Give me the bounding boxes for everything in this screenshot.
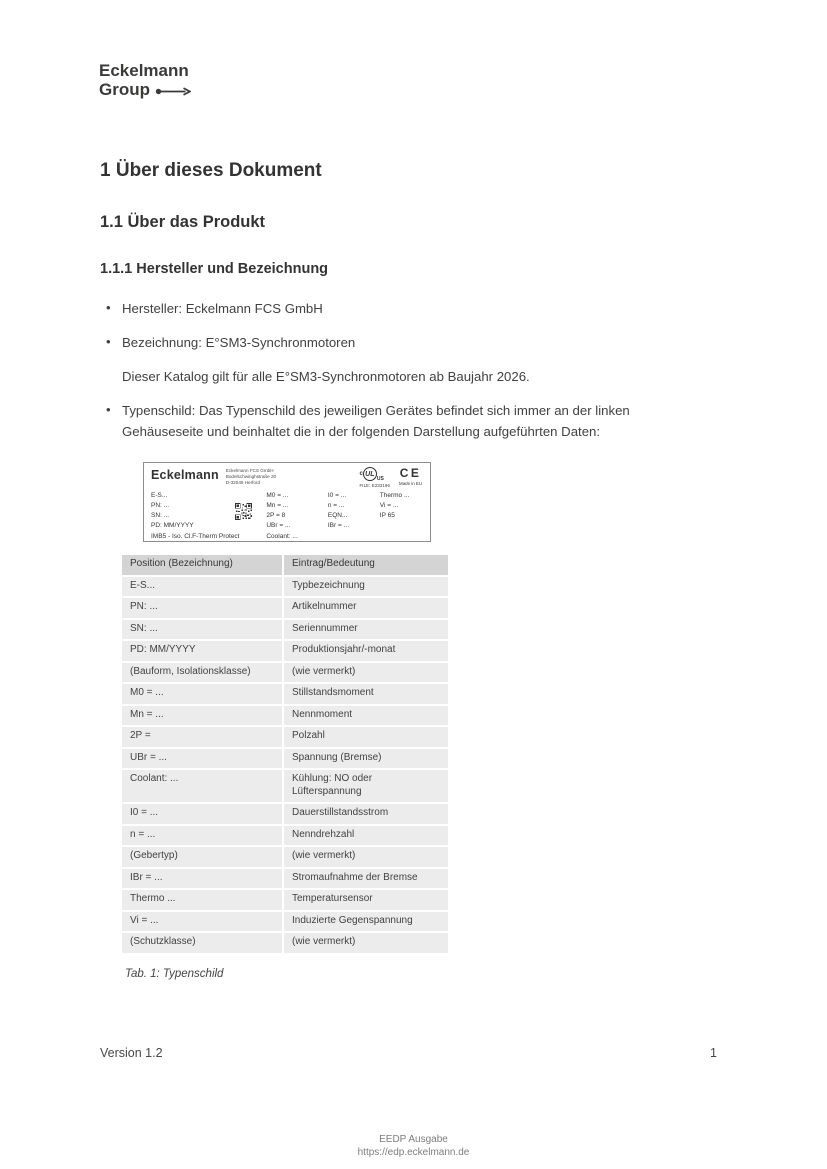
position-cell: PN: ... — [122, 598, 282, 618]
nameplate-data — [151, 491, 424, 541]
logo-text-group: Group — [99, 79, 150, 99]
position-cell: Coolant: ... — [122, 770, 282, 802]
bottom-note — [0, 1134, 827, 1159]
meaning-cell: Seriennummer — [284, 620, 448, 640]
bullet-item-hersteller — [100, 299, 700, 319]
nameplate-column-current — [328, 491, 380, 541]
table-caption: Tab. 1: Typenschild — [125, 967, 224, 980]
logo-text-eckelmann: Eckelmann — [99, 61, 189, 80]
nameplate-column-torque — [266, 491, 328, 541]
nameplate-field: E-S... — [151, 492, 168, 500]
eedp-url-link[interactable]: https://edp.eckelmann.de — [357, 1146, 470, 1158]
bullet-item-bezeichnung — [100, 333, 700, 387]
table-row — [122, 847, 448, 867]
bullet-text: Bezeichnung: E°SM3-Synchronmotoren — [122, 335, 356, 351]
table-row — [122, 663, 448, 683]
nameplate-field: Coolant: ... — [266, 532, 298, 540]
ce-mark-icon — [399, 467, 422, 486]
table-row — [122, 804, 448, 824]
bullet-text: Typenschild: Das Typenschild des jeweiligen Gerätes befindet sich immer an der linken Gehäuseseite und beinhaltet die in der folgenden Darstellung aufgeführten Daten: — [122, 403, 630, 439]
position-cell: Vi = ... — [122, 912, 282, 932]
position-cell: Mn = ... — [122, 706, 282, 726]
table-body — [122, 577, 448, 953]
bullet-item-typenschild — [100, 401, 700, 442]
nameplate-field: Vi = ... — [379, 502, 399, 510]
table-row — [122, 706, 448, 726]
nameplate-address-line: Eckelmann FCS GmbH — [225, 468, 274, 474]
position-cell: UBr = ... — [122, 749, 282, 769]
ce-label: CE — [399, 466, 422, 481]
meaning-cell: Induzierte Gegenspannung — [284, 912, 448, 932]
position-cell: (Gebertyp) — [122, 847, 282, 867]
meaning-cell: Stillstandsmoment — [284, 684, 448, 704]
nameplate-field: PN: ... — [151, 502, 170, 510]
position-cell: M0 = ... — [122, 684, 282, 704]
meaning-cell: (wie vermerkt) — [284, 663, 448, 683]
position-cell: 2P = — [122, 727, 282, 747]
bullet-list — [100, 299, 700, 442]
nameplate-field: IBr = ... — [327, 522, 350, 530]
meaning-cell: Dauerstillstandsstrom — [284, 804, 448, 824]
made-in-eu-label: Made in EU — [399, 481, 422, 487]
meaning-cell: Temperatursensor — [284, 890, 448, 910]
bullet-subtext: Dieser Katalog gilt für alle E°SM3-Synchronmotoren ab Baujahr 2026. — [122, 368, 530, 384]
meaning-cell: Kühlung: NO oder Lüfterspannung — [284, 770, 448, 802]
table-row — [122, 890, 448, 910]
nameplate-address-line: D-32049 Herford — [225, 480, 261, 486]
table-header-position: Position (Bezeichnung) — [122, 555, 282, 575]
ul-certification-icon — [360, 467, 391, 488]
table-row — [122, 684, 448, 704]
nameplate-field: n = ... — [327, 502, 345, 510]
nameplate-field: I0 = ... — [327, 492, 347, 500]
nameplate-field: EQN... — [327, 512, 348, 520]
position-cell: (Bauform, Isolationsklasse) — [122, 663, 282, 683]
table-row — [122, 749, 448, 769]
meaning-cell: Polzahl — [284, 727, 448, 747]
table-row — [122, 598, 448, 618]
table-row — [122, 620, 448, 640]
meaning-cell: Nenndrehzahl — [284, 826, 448, 846]
heading-subsection: 1.1.1 Hersteller und Bezeichnung — [100, 261, 329, 277]
meaning-cell: (wie vermerkt) — [284, 933, 448, 953]
nameplate-address-line: Bodelschwinghstraße 20 — [225, 474, 277, 480]
nameplate-field: Thermo ... — [379, 492, 410, 500]
position-cell: n = ... — [122, 826, 282, 846]
document-content — [100, 160, 700, 980]
version-label: Version 1.2 — [100, 1046, 163, 1060]
position-cell: IBr = ... — [122, 869, 282, 889]
meaning-cell: Produktionsjahr/-monat — [284, 641, 448, 661]
nameplate-field: PD: MM/YYYY — [151, 522, 194, 530]
qr-code-icon — [235, 503, 252, 520]
table-row — [122, 577, 448, 597]
position-cell: (Schutzklasse) — [122, 933, 282, 953]
table-row — [122, 826, 448, 846]
meaning-cell: Stromaufnahme der Bremse — [284, 869, 448, 889]
nameplate-address — [226, 467, 353, 486]
table-row — [122, 869, 448, 889]
table-row — [122, 933, 448, 953]
heading-section: 1.1 Über das Produkt — [100, 213, 266, 231]
eedp-label: EEDP Ausgabe — [379, 1134, 448, 1145]
nameplate-figure — [143, 462, 431, 542]
position-cell: I0 = ... — [122, 804, 282, 824]
certification-marks — [360, 467, 425, 488]
page-footer — [100, 1046, 717, 1060]
nameplate-field: IMB5 - Iso. Cl.F-Therm Protect — [151, 532, 240, 540]
nameplate-field: IP 65 — [379, 512, 395, 520]
ul-circle-icon: UL — [363, 467, 377, 481]
table-row — [122, 770, 448, 802]
position-cell: E-S... — [122, 577, 282, 597]
meaning-cell: (wie vermerkt) — [284, 847, 448, 867]
typenschild-table — [122, 555, 448, 953]
nameplate-brand: Eckelmann — [151, 468, 219, 483]
table-row — [122, 727, 448, 747]
ul-us-label: US — [376, 476, 384, 483]
nameplate-field: 2P = 8 — [266, 512, 286, 520]
heading-chapter: 1 Über dieses Dokument — [100, 160, 322, 181]
ul-file-number: FILE: E233196 — [359, 483, 391, 489]
company-logo — [99, 62, 191, 99]
bullet-text: Hersteller: Eckelmann FCS GmbH — [122, 301, 323, 316]
position-cell: Thermo ... — [122, 890, 282, 910]
nameplate-field: SN: ... — [151, 512, 170, 520]
ul-c-label: c — [359, 471, 363, 478]
table-row — [122, 912, 448, 932]
nameplate-column-sensor — [380, 491, 424, 541]
meaning-cell: Artikelnummer — [284, 598, 448, 618]
position-cell: SN: ... — [122, 620, 282, 640]
meaning-cell: Spannung (Bremse) — [284, 749, 448, 769]
nameplate-header — [151, 467, 424, 488]
table-header-row — [122, 555, 448, 575]
table-row — [122, 641, 448, 661]
nameplate-field: Mn = ... — [266, 502, 289, 510]
meaning-cell: Typbezeichnung — [284, 577, 448, 597]
nameplate-field: M0 = ... — [266, 492, 289, 500]
page-number: 1 — [710, 1046, 717, 1060]
position-cell: PD: MM/YYYY — [122, 641, 282, 661]
meaning-cell: Nennmoment — [284, 706, 448, 726]
logo-arrow-icon — [155, 87, 191, 96]
table-header-eintrag: Eintrag/Bedeutung — [284, 555, 448, 575]
nameplate-field: UBr = ... — [266, 522, 291, 530]
